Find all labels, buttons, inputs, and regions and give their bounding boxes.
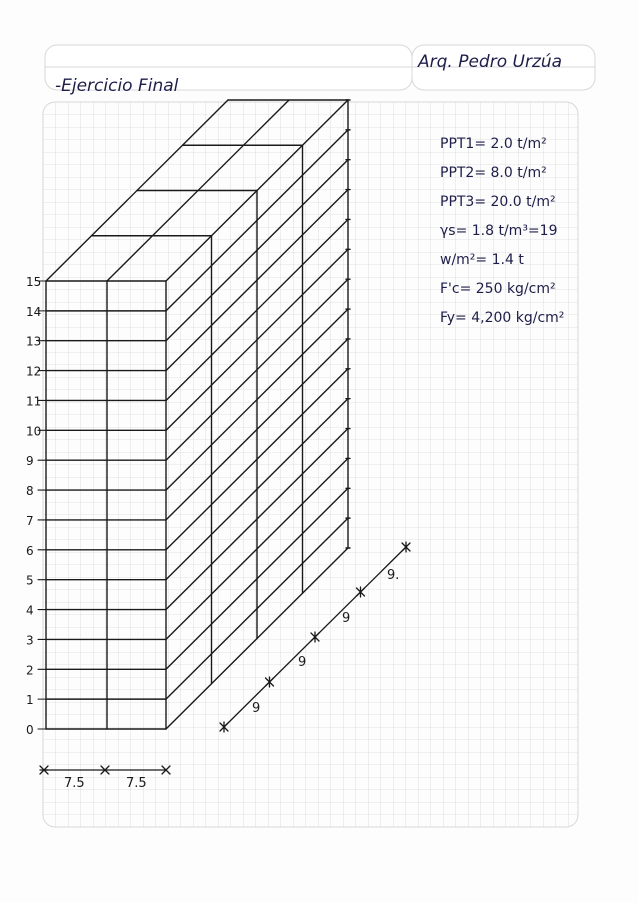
floor-label: 8	[26, 484, 34, 499]
depth-dim-4: 9.	[387, 568, 400, 583]
formula-wind-load: w/m²= 1.4 t	[440, 252, 524, 268]
floor-label: 7	[26, 513, 34, 528]
floor-label: 13	[26, 334, 42, 349]
depth-dim-1: 9	[252, 701, 261, 716]
floor-label: 15	[26, 275, 42, 289]
grid-paper	[43, 102, 578, 827]
exercise-title: -Ejercicio Final	[55, 76, 179, 96]
floor-label: 5	[26, 573, 34, 588]
floor-label: 0	[26, 723, 34, 737]
formula-ppt3: PPT3= 20.0 t/m²	[440, 194, 556, 210]
formula-fy: Fy= 4,200 kg/cm²	[440, 310, 565, 326]
floor-label: 12	[26, 364, 42, 379]
formula-fc: F'c= 250 kg/cm²	[440, 281, 556, 297]
author-name: Arq. Pedro Urzúa	[418, 52, 563, 72]
bay-dim-right: 7.5	[126, 776, 147, 791]
floor-label: 10	[26, 424, 42, 439]
floor-label: 1	[26, 693, 34, 708]
bay-dim-left: 7.5	[64, 776, 85, 791]
depth-dim-2: 9	[298, 655, 307, 670]
floor-label: 2	[26, 663, 34, 678]
formula-soil-weight: γs= 1.8 t/m³=19	[440, 223, 558, 239]
formula-ppt2: PPT2= 8.0 t/m²	[440, 165, 547, 181]
floor-label: 9	[26, 454, 34, 469]
floor-label: 6	[26, 543, 34, 558]
floor-label: 4	[26, 603, 34, 618]
floor-label: 11	[26, 394, 42, 409]
floor-label: 3	[26, 633, 34, 648]
formula-ppt1: PPT1= 2.0 t/m²	[440, 136, 547, 152]
floor-label: 14	[26, 304, 42, 319]
depth-dim-3: 9	[342, 611, 351, 626]
